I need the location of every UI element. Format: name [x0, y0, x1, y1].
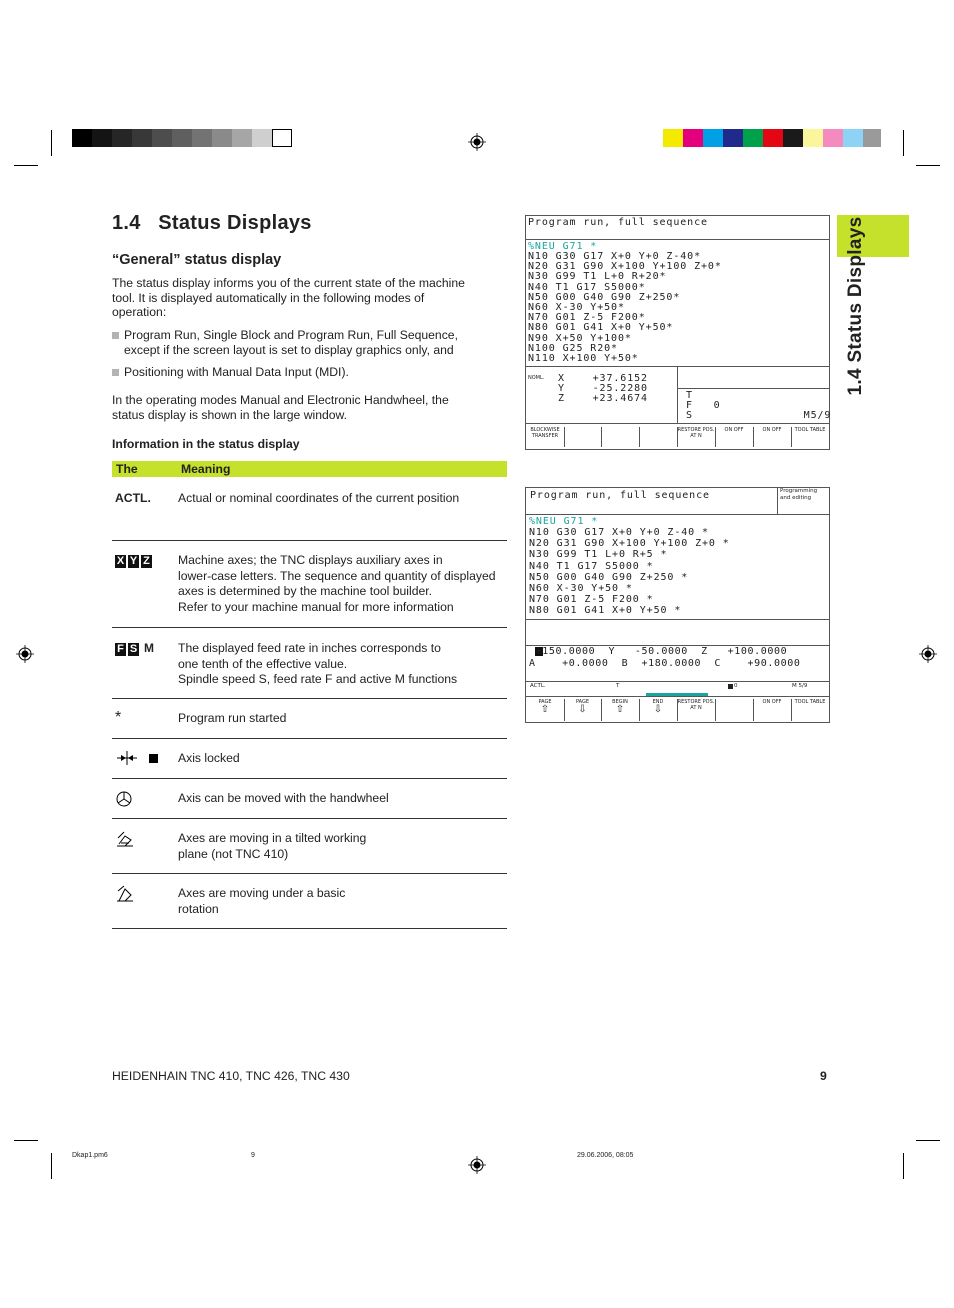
tnc-screen-full-sequence-alt	[525, 487, 830, 723]
spindle-box: S	[129, 643, 138, 655]
arrow-down-icon: ⇩	[578, 704, 587, 715]
meaning-line: plane (not TNC 410)	[178, 846, 289, 861]
intro-line: tool. It is displayed automatically in the following modes of	[112, 290, 425, 305]
meaning-line: Axis locked	[178, 751, 240, 765]
nc-block: N30 G99 T1 L+0 R+5 *	[529, 549, 668, 561]
bullet-line: except if the screen layout is set to display graphics only, and	[124, 342, 454, 357]
softkey-tool-table[interactable]: TOOL TABLE	[794, 699, 826, 705]
mode-label: NOML.	[528, 375, 545, 381]
softkey-restore-pos[interactable]: RESTORE POS. AT N	[677, 699, 716, 721]
nc-block: N100 G25 R20*	[528, 342, 618, 354]
meaning-line: rotation	[178, 901, 219, 916]
nc-block: N70 G01 Z-5 F200*	[528, 312, 646, 324]
side-tab-label: 1.4 Status Displays	[845, 216, 866, 396]
mode-box: Programming and editing	[777, 488, 829, 514]
section-number: 1.4	[112, 212, 141, 234]
axis-position: A +0.0000 B +180.0000 C +90.0000	[529, 657, 801, 669]
softkey-empty[interactable]	[564, 427, 602, 447]
registration-mark-icon	[919, 645, 937, 663]
page-number: 9	[820, 1069, 827, 1083]
table-row	[112, 628, 507, 699]
softkey-blockwise-transfer[interactable]: BLOCKWISE TRANSFER	[526, 427, 565, 447]
program-started-icon: *	[112, 699, 177, 739]
nc-block: N40 T1 G17 S5000*	[528, 281, 646, 293]
meaning-line: one tenth of the effective value.	[178, 656, 348, 671]
bullet-item	[112, 365, 514, 380]
nc-block: N50 G00 G40 G90 Z+250*	[528, 291, 681, 303]
program-listing	[529, 527, 730, 617]
program-header: %NEU G71 *	[528, 241, 598, 252]
table-row	[112, 541, 507, 628]
softkey-label: PAGE	[538, 699, 552, 705]
meaning-cell	[177, 739, 507, 779]
meaning-cell	[177, 541, 507, 628]
meaning-line: Axes are moving in a tilted working	[178, 831, 367, 845]
meaning-line: Program run started	[178, 711, 287, 725]
meaning-line: Axis can be moved with the handwheel	[178, 791, 389, 805]
softkey-label: BEGIN	[612, 699, 628, 705]
basic-rotation-icon	[112, 874, 177, 929]
intro-line: operation:	[112, 305, 167, 320]
table-header-row	[112, 461, 507, 477]
meaning-cell	[177, 699, 507, 739]
table-header: The	[112, 461, 177, 477]
crop-mark	[14, 1140, 38, 1141]
meaning-line: axes is determined by the machine tool builder.	[178, 584, 433, 598]
meaning-cell	[177, 874, 507, 929]
section-title-text: Status Displays	[158, 212, 312, 234]
nc-block: N60 X-30 Y+50 *	[529, 583, 633, 595]
status-line: T	[686, 390, 693, 401]
subheading: “General” status display	[112, 252, 282, 268]
axis-position: Z +23.4674	[558, 393, 648, 405]
tool-label: T	[616, 683, 620, 689]
axis-position: +150.0000 Y -50.0000 Z +100.0000	[529, 646, 788, 657]
softkey-empty[interactable]	[639, 427, 678, 447]
meaning-line: Actual or nominal coordinates of the current position	[178, 491, 460, 505]
nc-block: N10 G30 G17 X+0 Y+0 Z-40*	[528, 251, 702, 262]
table-row	[112, 477, 507, 541]
meaning-cell	[177, 628, 507, 699]
softkey-empty[interactable]	[601, 427, 640, 447]
feed-box: F	[115, 643, 126, 656]
softkey-page-up[interactable]	[526, 699, 565, 721]
m-function: M 5/9	[792, 683, 808, 689]
status-line: F 0	[686, 400, 721, 412]
softkey-on-off[interactable]: ON OFF	[753, 699, 792, 721]
meaning-cell	[177, 779, 507, 819]
info-heading: Information in the status display	[112, 437, 300, 451]
softkey-tool-table[interactable]: TOOL TABLE	[794, 427, 826, 433]
table-row	[112, 874, 507, 929]
registration-mark-icon	[468, 133, 486, 151]
nc-block: N110 X+100 Y+50*	[528, 353, 639, 365]
axis-position: X +37.6152	[558, 373, 648, 384]
meaning-line: Refer to your machine manual for more information	[178, 599, 454, 614]
symbol-axes	[112, 541, 177, 628]
axis-position: Y -25.2280	[558, 383, 648, 395]
softkey-empty[interactable]	[715, 699, 754, 721]
intro-line: The status display informs you of the current state of the machine	[112, 276, 465, 290]
table-header: Meaning	[177, 461, 507, 477]
nc-block: N30 G99 T1 L+0 R+20*	[528, 271, 667, 283]
crop-mark	[51, 130, 52, 156]
crop-mark	[14, 165, 38, 166]
symbol-actl: ACTL.	[112, 477, 177, 541]
meaning-line: Axes are moving under a basic	[178, 886, 346, 900]
softkey-label: END	[652, 699, 664, 705]
bullet-line: Positioning with Manual Data Input (MDI).	[124, 365, 349, 379]
footer-product: HEIDENHAIN TNC 410, TNC 426, TNC 430	[112, 1069, 350, 1083]
table-row	[112, 819, 507, 874]
meaning-line: The displayed feed rate in inches corresponds to	[178, 641, 441, 655]
nc-block: N80 G01 G41 X+0 Y+50 *	[529, 605, 682, 617]
axis-y-box: Y	[129, 555, 138, 567]
nc-block: N80 G01 G41 X+0 Y+50*	[528, 322, 674, 334]
tilted-plane-icon	[112, 819, 177, 874]
feed-value: 0	[734, 683, 738, 689]
table-row	[112, 779, 507, 819]
softkey-on-off[interactable]: ON OFF	[753, 427, 792, 447]
meaning-line: Spindle speed S, feed rate F and active M functions	[178, 672, 458, 686]
section-title	[112, 212, 312, 235]
intro-paragraph	[112, 276, 507, 320]
bullet-item	[112, 328, 514, 357]
softkey-end[interactable]	[639, 699, 678, 721]
handwheel-icon	[112, 779, 177, 819]
position-display	[529, 646, 800, 669]
status-line: S M5/9	[686, 410, 832, 422]
softkey-page-down[interactable]	[564, 699, 602, 721]
meaning-cell	[177, 819, 507, 874]
nc-block: N90 X+50 Y+100*	[528, 332, 632, 344]
tnc-screen-full-sequence	[525, 215, 830, 450]
axis-x-box: X	[116, 555, 125, 567]
nc-block: N40 T1 G17 S5000 *	[529, 560, 654, 572]
crop-mark	[916, 1140, 940, 1141]
softkey-on-off[interactable]: ON OFF	[715, 427, 754, 447]
position-display	[558, 374, 648, 405]
arrow-begin-icon: ⇧	[615, 704, 625, 715]
para-line: status display is shown in the large window.	[112, 407, 348, 422]
registration-mark-icon	[468, 1156, 486, 1174]
actl-label: ACTL.	[530, 683, 546, 689]
bullet-line: Program Run, Single Block and Program Run, Full Sequence,	[124, 328, 458, 342]
nc-block: N20 G31 G90 X+100 Y+100 Z+0*	[528, 261, 722, 273]
crop-mark	[916, 165, 940, 166]
side-tab-label-wrap	[838, 216, 874, 396]
tool-status	[686, 391, 831, 422]
meaning-line: Machine axes; the TNC displays auxiliary axes in	[178, 553, 443, 567]
screen-title: Program run, full sequence	[528, 217, 708, 228]
axis-z-box: Z	[141, 555, 152, 568]
status-info-table	[112, 461, 507, 929]
registration-mark-icon	[16, 645, 34, 663]
meaning-line: lower-case letters. The sequence and quantity of displayed	[178, 568, 496, 583]
nc-block: N70 G01 Z-5 F200 *	[529, 594, 654, 606]
table-row	[112, 699, 507, 739]
arrow-end-icon: ⇩	[653, 704, 663, 715]
m-function-label: M	[144, 641, 154, 655]
softkey-restore-pos[interactable]: RESTORE POS. AT N	[677, 427, 716, 447]
crop-mark	[903, 1153, 904, 1179]
screen-title: Program run, full sequence	[530, 490, 710, 501]
meaning-cell	[177, 477, 507, 541]
feed-icon	[728, 684, 733, 689]
nc-block: N50 G00 G40 G90 Z+250 *	[529, 571, 689, 583]
slug-page: 9	[251, 1152, 255, 1159]
softkey-label: PAGE	[575, 699, 590, 705]
nc-block: N20 G31 G90 X+100 Y+100 Z+0 *	[529, 538, 730, 550]
nc-block: N60 X-30 Y+50*	[528, 302, 625, 314]
symbol-fsm	[112, 628, 177, 699]
arrow-up-icon: ⇧	[540, 704, 550, 715]
nc-block: N10 G30 G17 X+0 Y+0 Z-40 *	[529, 527, 709, 538]
axis-locked-icon	[112, 739, 177, 779]
crop-mark	[51, 1153, 52, 1179]
crop-mark	[903, 130, 904, 156]
slug-file: Dkap1.pm6	[72, 1152, 108, 1159]
slug-date: 29.06.2006, 08:05	[577, 1152, 634, 1159]
program-header: %NEU G71 *	[529, 516, 599, 527]
program-listing	[528, 252, 722, 364]
table-row	[112, 739, 507, 779]
para-line: In the operating modes Manual and Electronic Handwheel, the	[112, 393, 449, 407]
manual-mode-paragraph	[112, 393, 507, 422]
softkey-begin[interactable]	[601, 699, 640, 721]
